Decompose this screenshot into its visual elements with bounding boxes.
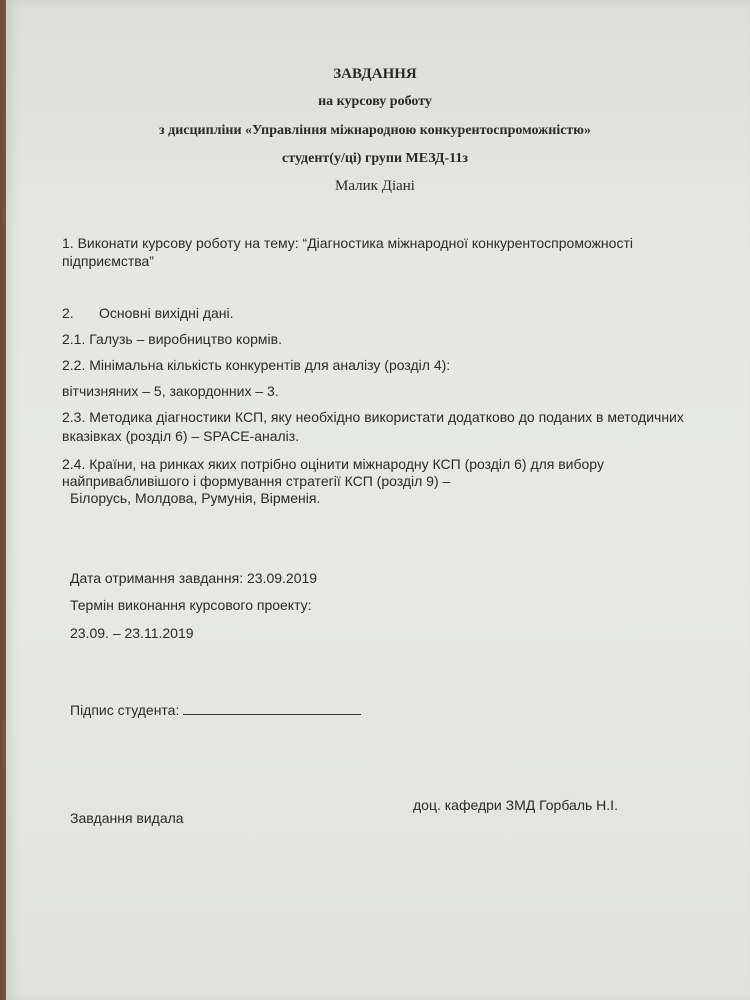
item-2-heading: Основні вихідні дані. <box>99 305 234 321</box>
item-2-4-line-1: 2.4. Країни, на ринках яких потрібно оцінити міжнародну КСП (розділ 6) для вибору <box>62 456 604 472</box>
subtitle-coursework: на курсову роботу <box>318 94 432 109</box>
subtitle-discipline: з дисципліни «Управління міжнародною конкурентоспроможністю» <box>158 123 592 138</box>
subtitle-group: студент(у/ці) групи МЕЗД-11з <box>282 151 468 166</box>
item-1-line-1: 1. Виконати курсову роботу на тему: “Діагностика міжнародної конкурентоспроможності <box>62 235 633 251</box>
issued-by-label: Завдання видала <box>70 810 184 826</box>
student-name: Малик Діані <box>335 178 415 194</box>
item-2-4-line-3: Білорусь, Молдова, Румунія, Вірменія. <box>70 490 321 506</box>
item-2-3-line-2: вказівках (розділ 6) – SPACE-аналіз. <box>62 428 300 444</box>
item-2-2: 2.2. Мінімальна кількість конкурентів для аналізу (розділ 4): <box>62 357 451 373</box>
item-2-4-line-2: найпривабливішого і формування стратегії КСП (розділ 9) – <box>62 473 451 489</box>
student-signature-label: Підпис студента: <box>70 702 180 718</box>
student-signature <box>70 702 361 718</box>
issuer-name: доц. кафедри ЗМД Горбаль Н.І. <box>413 797 618 813</box>
item-2-1: 2.1. Галузь – виробництво кормів. <box>62 331 282 347</box>
document-title: ЗАВДАННЯ <box>333 66 417 82</box>
deadline-label: Термін виконання курсового проекту: <box>70 597 312 613</box>
item-1-line-2: підприємства” <box>62 253 154 269</box>
deadline-range: 23.09. – 23.11.2019 <box>70 625 194 641</box>
item-2-number: 2. <box>62 305 74 321</box>
item-2-3-line-1: 2.3. Методика діагностики КСП, яку необхідно використати додатково до поданих в методичних <box>62 409 684 425</box>
signature-line <box>183 702 361 715</box>
item-2-2-detail: вітчизняних – 5, закордонних – 3. <box>62 383 279 399</box>
received-date: Дата отримання завдання: 23.09.2019 <box>70 570 318 586</box>
